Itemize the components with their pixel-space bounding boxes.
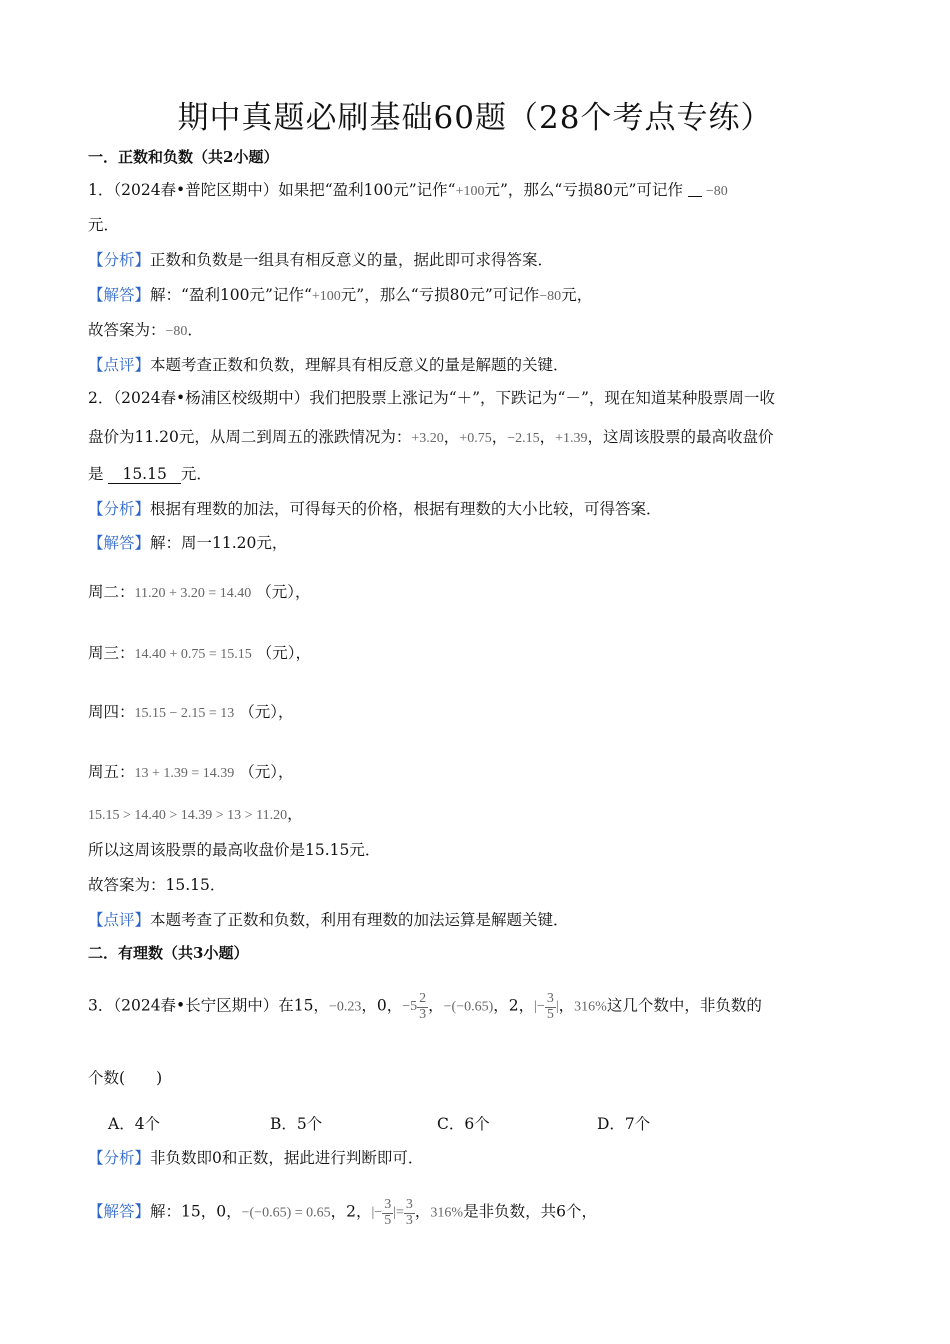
q2-stem-line3: 是 15.15 元． [88, 465, 212, 483]
q2-day-row: 周四：15.15 − 2.15 = 13 （元）， [88, 703, 294, 721]
q2-comment: 【点评】本题考查了正数和负数，利用有理数的加法运算是解题关键． [88, 911, 569, 929]
q2-day-row: 周二：11.20 + 3.20 = 14.40 （元）， [88, 583, 311, 601]
q3-option-c: C．6个 [437, 1115, 490, 1133]
q3-option-b: B．5个 [270, 1115, 323, 1133]
q1-stem [88, 178, 728, 200]
q1-plus100: +100 [455, 184, 485, 199]
q2-stem-line1: 2．（2024春•杨浦区校级期中）我们把股票上涨记为“＋”，下跌记为“－”，现在知道某种股票周一收 [88, 389, 775, 407]
q1-solution: 【解答】解：“盈利100元”记作“+100元”，那么“亏损80元”可记作−80元， [88, 286, 593, 304]
q1-comment: 【点评】本题考查正数和负数，理解具有相反意义的量是解题的关键． [88, 356, 569, 374]
analysis-tag: 【分析】 [88, 251, 151, 269]
q2-conclusion: 所以这周该股票的最高收盘价是15.15元． [88, 841, 381, 859]
q3-solution: 【解答】解：15，0，−(−0.65) = 0.65，2，|− $\frac{3}{5}$ |= $\frac{3}{3}$ ，316%是非负数，共6个， [88, 1197, 597, 1228]
page-title: 期中真题必刷基础60题（28个考点专练） [177, 100, 773, 136]
section-heading-positive-negative: 一．正数和负数（共2小题） [88, 148, 279, 166]
q3-option-a: A．4个 [108, 1115, 161, 1133]
solution-tag: 【解答】 [88, 286, 151, 304]
q1-final-answer: 故答案为：−80． [88, 321, 203, 339]
q3-stem: 3．（2024春•长宁区期中）在15，−0.23，0，−5 $\frac{2}{3}$ ，−(−0.65)，2，|− $\frac{3}{5}$ |，316%这几个数中，非负数的 [88, 991, 762, 1022]
q2-day-row: 周三：14.40 + 0.75 = 15.15 （元）， [88, 644, 312, 662]
q1-stem-end: 元． [88, 216, 120, 234]
q1-answer: −80 [705, 184, 728, 199]
q3-mixed-number: −5 $\frac{2}{3}$ [402, 991, 427, 1022]
q1-analysis: 【分析】正数和负数是一组具有相反意义的量，据此即可求得答案． [88, 251, 554, 269]
q3-option-d: D．7个 [597, 1115, 651, 1133]
q1-text-b: 元”，那么“亏损80元”可记作 [484, 181, 683, 199]
q3-answer-paren: ( ) [119, 1069, 163, 1087]
q1-answer-blank [688, 182, 702, 197]
q3-analysis: 【分析】非负数即0和正数，据此进行判断即可． [88, 1149, 424, 1167]
q2-solution: 【解答】解：周一11.20元， [88, 534, 288, 552]
q1-text-a: 1．（2024春•普陀区期中）如果把“盈利100元”记作“ [88, 181, 456, 199]
q2-stem-line2: 盘价为11.20元，从周二到周五的涨跌情况为：+3.20，+0.75，−2.15，+1.39，这周该股票的最高收盘价 [88, 428, 774, 446]
q2-final-answer: 故答案为：15.15． [88, 876, 226, 894]
q3-stem-line2: 个数( ) [88, 1069, 163, 1087]
section-heading-rational-numbers: 二．有理数（共3小题） [88, 944, 249, 962]
q2-day-row: 周五：13 + 1.39 = 14.39 （元）， [88, 763, 294, 781]
q2-comparison: 15.15 > 14.40 > 14.39 > 13 > 11.20， [88, 805, 303, 823]
q3-abs-equation: |− $\frac{3}{5}$ |= $\frac{3}{3}$ [371, 1197, 413, 1228]
q2-analysis: 【分析】根据有理数的加法，可得每天的价格，根据有理数的大小比较，可得答案． [88, 500, 662, 518]
comment-tag: 【点评】 [88, 356, 151, 374]
q3-abs-fraction: |− $\frac{3}{5}$ | [534, 991, 559, 1022]
q2-answer: 15.15 [108, 465, 180, 484]
